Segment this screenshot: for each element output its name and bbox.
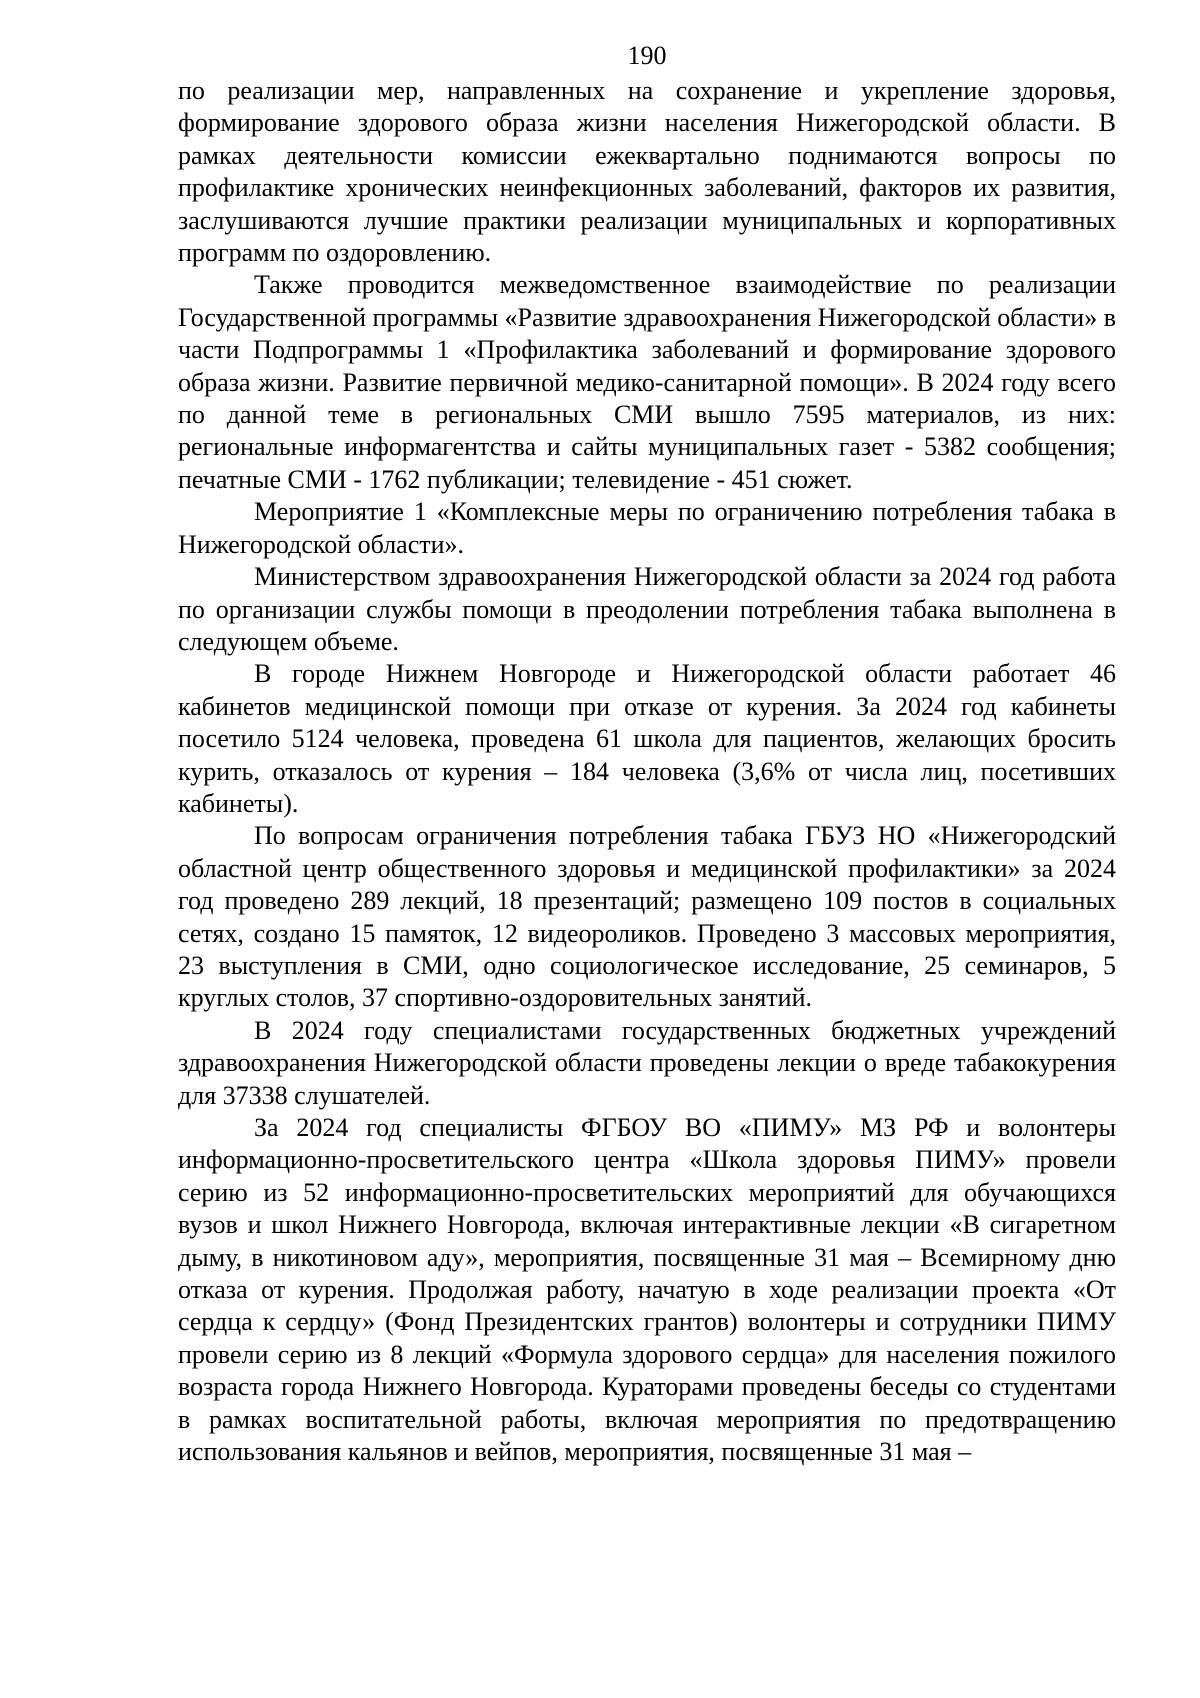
paragraph-public-health-center: По вопросам ограничения потребления табака ГБУЗ НО «Нижегородский областной центр общественного здоровья и медицинской профилактики» за 2024 год проведено 289 лекций, 18 презентаций; размещено 109 постов в социальных сетях, создано 15 памяток, 12 видеороликов. Проведено 3 массовых мероприятия, 23 выступления в СМИ, одно социологическое исследование, 25 семинаров, 5 круглых столов, 37 спортивно-оздоровительных занятий. bbox=[178, 821, 1116, 1013]
paragraph-pimu-activities: За 2024 год специалисты ФГБОУ ВО «ПИМУ» МЗ РФ и волонтеры информационно-просветительского центра «Школа здоровья ПИМУ» провели серию из 52 информационно-просветительских мероприятий для обучающихся вузов и школ Нижнего Новгорода, включая интерактивные лекции «В сигаретном дыму, в никотиновом аду», мероприятия, посвященные 31 мая – Всемирному дню отказа от курения. Продолжая работу, начатую в ходе реализации проекта «От сердца к сердцу» (Фонд Президентских грантов) волонтеры и сотрудники ПИМУ провели серию из 8 лекций «Формула здорового сердца» для населения пожилого возраста города Нижнего Новгорода. Кураторами проведены беседы со студентами в рамках воспитательной работы, включая мероприятия по предотвращению использования кальянов и вейпов, мероприятия, посвященные 31 мая – bbox=[178, 1113, 1116, 1467]
page-number: 190 bbox=[627, 41, 667, 70]
document-page bbox=[178, 40, 1116, 1468]
paragraph-measure-1: Мероприятие 1 «Комплексные меры по ограничению потребления табака в Нижегородской области». bbox=[178, 497, 1116, 559]
paragraph-cessation-offices: В городе Нижнем Новгороде и Нижегородской области работает 46 кабинетов медицинской помощи при отказе от курения. За 2024 год кабинеты посетило 5124 человека, проведена 61 школа для пациентов, желающих бросить курить, отказалось от курения – 184 человека (3,6% от числа лиц, посетивших кабинеты). bbox=[178, 659, 1116, 818]
paragraph-continuation: по реализации мер, направленных на сохранение и укрепление здоровья, формирование здорового образа жизни населения Нижегородской области. В рамках деятельности комиссии ежеквартально поднимаются вопросы по профилактике хронических неинфекционных заболеваний, факторов их развития, заслушиваются лучшие практики реализации муниципальных и корпоративных программ по оздоровлению. bbox=[178, 76, 1116, 268]
paragraph-interagency-cooperation: Также проводится межведомственное взаимодействие по реализации Государственной программы «Развитие здравоохранения Нижегородской области» в части Подпрограммы 1 «Профилактика заболеваний и формирование здорового образа жизни. Развитие первичной медико-санитарной помощи». В 2024 году всего по данной теме в региональных СМИ вышло 7595 материалов, из них: региональные информагентства и сайты муниципальных газет - 5382 сообщения; печатные СМИ - 1762 публикации; телевидение - 451 сюжет. bbox=[178, 270, 1116, 494]
paragraph-lectures: В 2024 году специалистами государственных бюджетных учреждений здравоохранения Нижегородской области проведены лекции о вреде табакокурения для 37338 слушателей. bbox=[178, 1015, 1116, 1110]
paragraph-ministry-work: Министерством здравоохранения Нижегородской области за 2024 год работа по организации службы помощи в преодолении потребления табака выполнена в следующем объеме. bbox=[178, 562, 1116, 656]
